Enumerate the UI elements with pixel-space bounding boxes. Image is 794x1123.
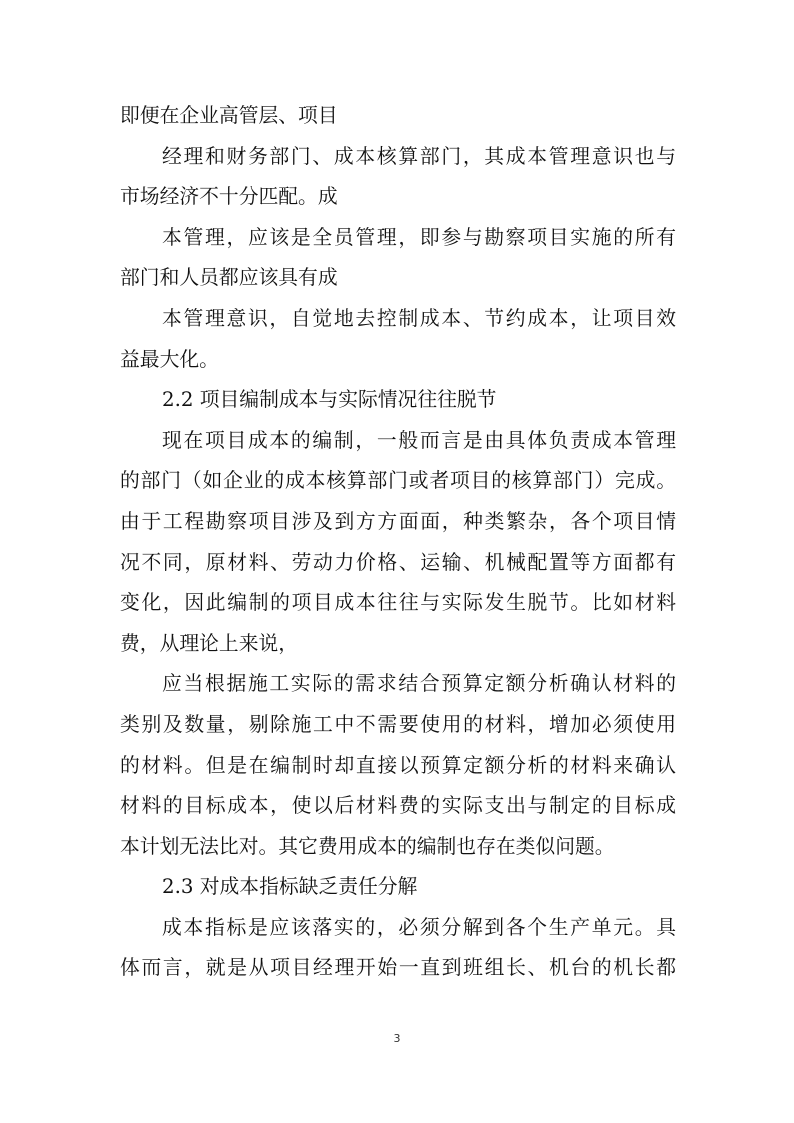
paragraph-line: 的材料。但是在编制时却直接以预算定额分析的材料来确认 bbox=[120, 753, 676, 777]
paragraph-line: 变化，因此编制的项目成本往往与实际发生脱节。比如材料 bbox=[120, 591, 676, 615]
paragraph-line: 况不同，原材料、劳动力价格、运输、机械配置等方面都有 bbox=[120, 550, 676, 574]
paragraph-line: 的部门（如企业的成本核算部门或者项目的核算部门）完成。 bbox=[120, 469, 676, 493]
paragraph-line: 部门和人员都应该具有成 bbox=[120, 266, 338, 290]
paragraph-line: 现在项目成本的编制，一般而言是由具体负责成本管理 bbox=[162, 428, 676, 452]
page-number: 3 bbox=[393, 1032, 401, 1045]
paragraph-line: 益最大化。 bbox=[120, 347, 219, 371]
paragraph-line: 费，从理论上来说， bbox=[120, 631, 299, 655]
paragraph-line: 市场经济不十分匹配。成 bbox=[120, 185, 338, 209]
paragraph-line: 材料的目标成本，使以后材料费的实际支出与制定的目标成 bbox=[120, 794, 676, 818]
paragraph-line: 类别及数量，剔除施工中不需要使用的材料，增加必须使用 bbox=[120, 712, 676, 736]
paragraph-line: 即便在企业高管层、项目 bbox=[120, 104, 338, 127]
paragraph-line: 应当根据施工实际的需求结合预算定额分析确认材料的 bbox=[162, 672, 676, 696]
body-text bbox=[120, 96, 676, 989]
paragraph-line: 本管理意识，自觉地去控制成本、节约成本，让项目效 bbox=[162, 306, 676, 330]
paragraph-line: 本管理，应该是全员管理，即参与勘察项目实施的所有 bbox=[162, 225, 676, 249]
paragraph-line: 本计划无法比对。其它费用成本的编制也存在类似问题。 bbox=[120, 834, 615, 858]
paragraph-line: 经理和财务部门、成本核算部门，其成本管理意识也与 bbox=[162, 144, 676, 168]
section-heading: 2.2 项目编制成本与实际情况往往脱节 bbox=[162, 388, 497, 412]
paragraph-line: 由于工程勘察项目涉及到方方面面，种类繁杂，各个项目情 bbox=[120, 509, 676, 533]
paragraph-line: 体而言，就是从项目经理开始一直到班组长、机台的机长都 bbox=[120, 956, 676, 980]
paragraph-line: 成本指标是应该落实的，必须分解到各个生产单元。具 bbox=[162, 915, 676, 939]
section-heading: 2.3 对成本指标缺乏责任分解 bbox=[162, 875, 418, 899]
